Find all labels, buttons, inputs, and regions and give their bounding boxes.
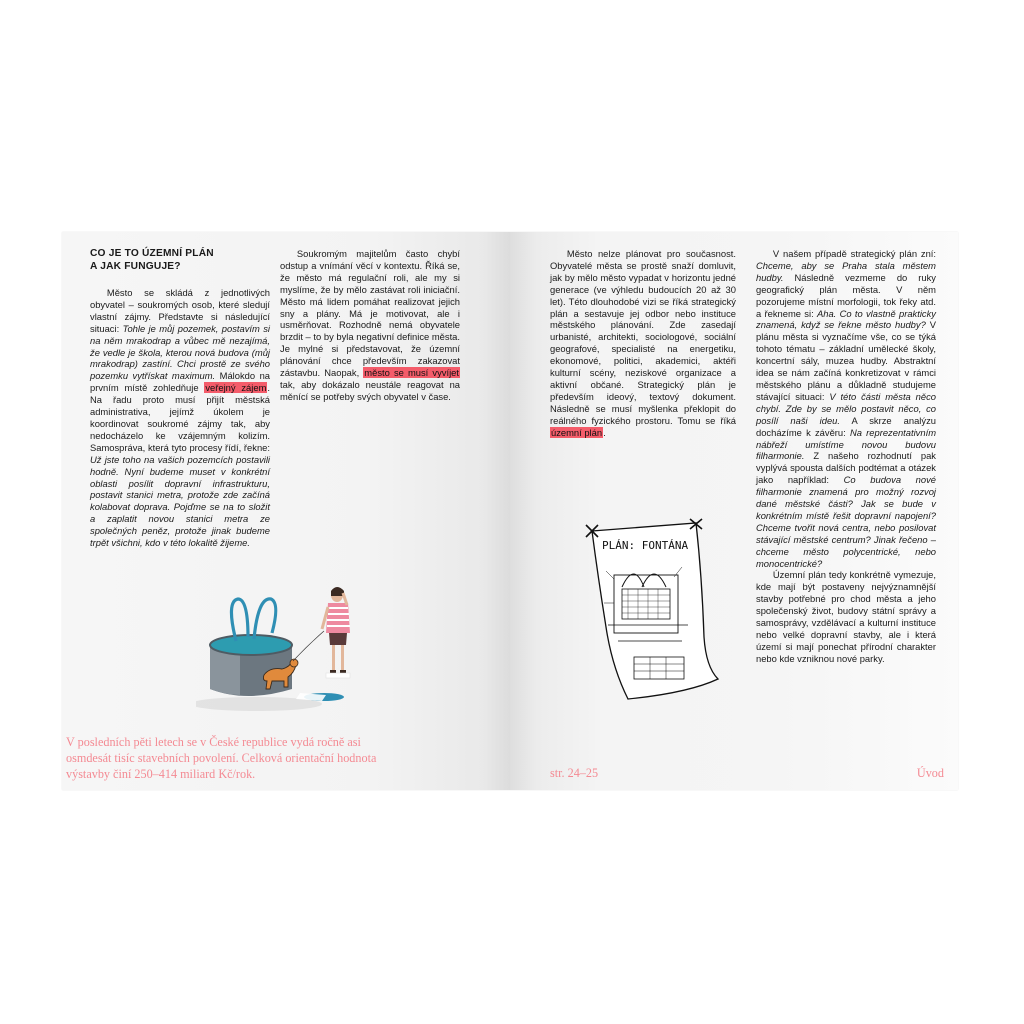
highlight-zoning-plan: územní plán [551, 426, 603, 438]
magazine-spread [62, 232, 958, 790]
left-page [62, 232, 510, 790]
highlight-public-interest: veřejný zájem [205, 382, 267, 394]
plan-sketch-illustration [578, 517, 728, 707]
side-note: V posledních pěti letech se v České republice vydá ročně asi osmdesát tisíc stavebních povolení. Celková orientační hodnota výstavby činí 250–414 miliard Kč/rok. [66, 735, 377, 781]
section-heading: CO JE TO ÚZEMNÍ PLÁN A JAK FUNGUJE? [90, 248, 214, 272]
page-numbers: str. 24–25 [550, 766, 599, 780]
paragraph: Město nelze plánovat pro současnost. Obyvatelé města se prostě snaží domluvit, jak by mělo město vypadat v horizontu jedné generace (ve výhledu budoucích 20 až 30 let). Této dlouhodobé vizi se říká strategický plán a sestavuje jej odbor nebo instituce městského plánování. Zde zasedají urbanisté, architekti, sociologové, sociální geografové, specialisté na energetiku, ekonomové, politici, akademici, aktéři kulturní scény, neziskové organizace a aktivní občané. Strategický plán je především ideový, textový dokument. Následně se musí myšlenka překlopit do reálného fyzického prostoru. Tomu se říká územní plán. [550, 248, 736, 438]
fountain-illustration [196, 577, 376, 712]
paragraph: Soukromým majitelům často chybí odstup a vnímání věcí v kontextu. Říká se, že město má regulační roli, ale my si myslíme, že by mělo zastávat roli iniciační. Město má lidem pomáhat realizovat jejich sny a plány. Má je motivovat, ale i usměrňovat. Rozhodně nemá obyvatele brzdit – to by byla negativní definice města. Je mylné si představovat, že územní plánování chce především zakazovat zástavbu. Naopak, město se musí vyvíjet tak, aby dokázalo neustále reagovat na měnící se potřeby svých obyvatel v čase. [280, 248, 460, 402]
sketch-title: PLÁN: FONTÁNA [602, 539, 689, 552]
paragraph: Územní plán tedy konkrétně vymezuje, kde mají být postaveny nejvýznamnější stavby potřebné pro chod města a jeho společenský život, budovy státní správy a samosprávy, vzdělávací a kulturní instituce nebo velké dopravní stavby, ale i která území si mají ponechat přírodní charakter nebo kde vzniknou nové parky. [756, 569, 936, 664]
paragraph: V našem případě strategický plán zní: Chceme, aby se Praha stala městem hudby. Následně vezmeme do ruky geografický plán města. V něm pozorujeme místní morfologii, tok řeky atd. a řekneme si: Aha. Co to vlastně prakticky znamená, když se řekne město hudby? V plánu města si vyznačíme vše, co se týká tohoto tématu – základní umělecké školy, koncertní sály, muzea hudby. Abstraktní idea se nám začíná konkretizovat v rámci městského plánu a důkladně studujeme stávající situaci: V této části města něco chybí. Zde by se mělo postavit něco, co posílí naši ideu. A skrze analýzu docházíme k závěru: Na reprezentativním nábřeží umístíme novou budovu filharmonie. Z našeho rozhodnutí pak vyplývá spousta dalších podtémat a otázek jako například: Co budova nové filharmonie znamená pro možný rozvoj dané městské části? Jak se bude v konkrétním místě řešit dopravní napojení? Chceme tvořit nová centra, nebo posilovat stávající městské centrum? Jinak řečeno – chceme město polycentrické, nebo monocentrické? [756, 248, 936, 569]
text-column-1 [90, 248, 270, 549]
text-column-2 [280, 248, 460, 403]
text-column-4 [756, 248, 936, 665]
section-name: Úvod [916, 766, 944, 780]
highlight-city-must-develop: město se musí vyvíjet [364, 367, 459, 379]
paragraph: Město se skládá z jednotlivých obyvatel – soukromých osob, které sledují vlastní zájmy. Představte si následující situaci: Tohle je můj pozemek, postavím si na něm mrakodrap a vůbec mě nezajímá, že vedle je škola, kterou nová budova (můj mrakodrap) zastíní. Chci prostě ze svého pozemku vytřískat maximum. Málokdo na prvním místě zohledňuje veřejný zájem. Na řadu proto musí přijít městská administrativa, jejímž úkolem je koordinovat soukromé zájmy tak, aby nedocházelo ke vzájemným kolizím. Samospráva, která tyto procesy řídí, řekne: Už jste toho na vašich pozemcích postavili hodně. Nyní budeme muset v konkrétní oblasti posílit dopravní infrastrukturu, postavit stanici metra, protože zde začíná kolabovat doprava. Pojďme se na to složit a zaplatit novou stanici metra ze společných peněz, protože jinak budeme trpět všichni, kdo v této lokalitě žijeme. [90, 287, 270, 549]
right-page [510, 232, 958, 790]
text-column-3 [550, 248, 736, 439]
